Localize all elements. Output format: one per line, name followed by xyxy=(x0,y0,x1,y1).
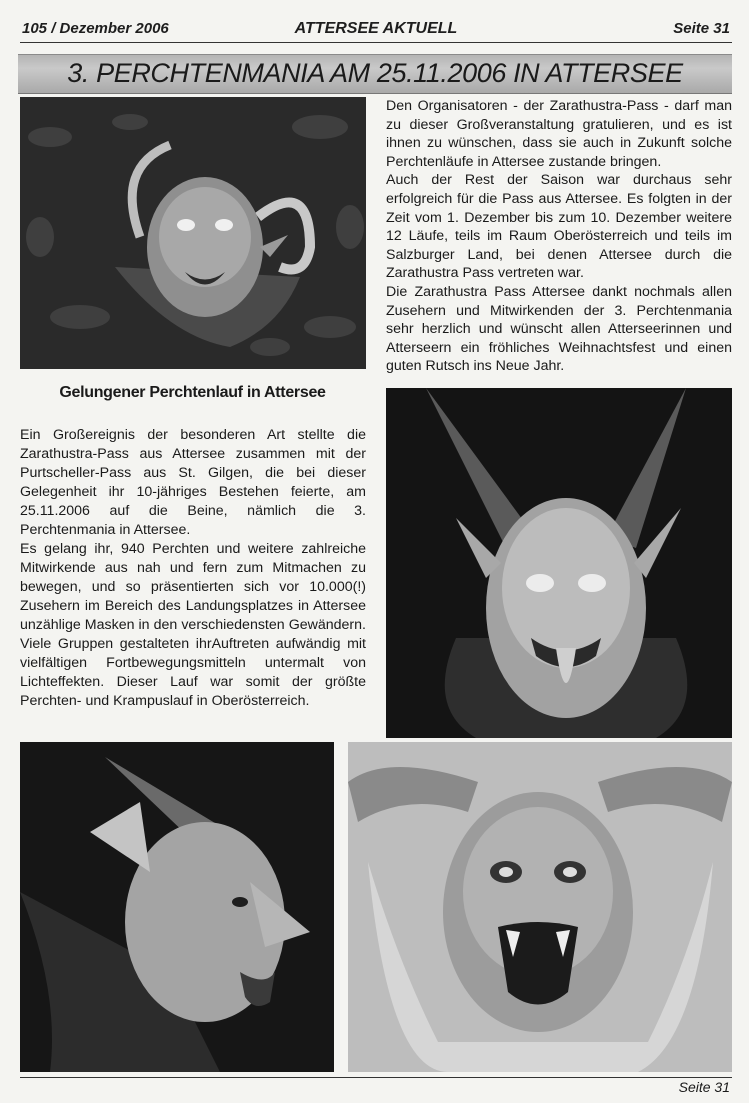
photo-profile-mask xyxy=(20,742,334,1072)
paragraph: Es gelang ihr, 940 Perchten und weitere zahlreiche Mitwirkende aus nah und fern zum Mitmachen zu bewegen, und so präsentierten sich vor 10.000(!) Zusehern im Bereich des Landungsplatzes in Attersee unzählige Masken in den verschiedensten Gewändern. Viele Gruppen gestalteten ihrAuftreten aufwändig mit vielfältigen Fortbewegungsmitteln untermalt von Lichteffekten. Dieser Lauf war somit der größte Perchten- und Krampuslauf in Oberösterreich. xyxy=(20,541,366,709)
footer-divider xyxy=(20,1077,732,1078)
footer-page-number: Seite 31 xyxy=(678,1079,730,1095)
photo-screaming-mask xyxy=(348,742,732,1072)
page-header xyxy=(22,20,730,42)
article-subheading: Gelungener Perchtenlauf in Attersee xyxy=(59,384,326,401)
title-banner xyxy=(18,54,732,94)
paragraph: Auch der Rest der Saison war durchaus sehr erfolgreich für die Pass aus Attersee. Es folgten in der Zeit vom 1. Dezember bis zum 10. Dezember weitere 12 Läufe, teils im Raum Oberösterreich und teils im Salzburger Land, bei denen Attersee durch die Zarathustra Pass vertreten war. xyxy=(386,172,732,282)
article-title: 3. PERCHTENMANIA AM 25.11.2006 IN ATTERSEE xyxy=(67,58,683,88)
photo-mask-on-leaves xyxy=(20,97,366,369)
left-column-text xyxy=(20,426,366,711)
header-divider xyxy=(20,42,732,43)
issue-label: 105 / Dezember 2006 xyxy=(22,20,169,37)
paragraph: Den Organisatoren - der Zarathustra-Pass - darf man zu dieser Großveranstaltung gratulieren, und es ist ihnen zu wünschen, dass sie auch in Zukunft solche Perchtenläufe in Attersee zustande bringen. xyxy=(386,98,732,170)
paragraph: Die Zarathustra Pass Attersee dankt nochmals allen Zusehern und Mitwirkenden der 3. Perchtenmania sehr herzlich und wünscht allen Atterseerinnen und Atterseern ein fröhliches Weihnachtsfest und einen guten Rutsch ins Neue Jahr. xyxy=(386,283,732,375)
paragraph: Ein Großereignis der besonderen Art stellte die Zarathustra-Pass aus Attersee zusammen mit der Purtscheller-Pass aus St. Gilgen, die bei dieser Gelegenheit ihr 10-jähriges Bestehen feierte, am 25.11.2006 auf die Beine, nämlich die 3. Perchtenmania in Attersee. xyxy=(20,427,366,538)
right-column-text xyxy=(386,97,732,376)
photo-horned-mask xyxy=(386,388,732,738)
publication-name: ATTERSEE AKTUELL xyxy=(294,20,458,37)
page-number: Seite 31 xyxy=(673,20,730,37)
